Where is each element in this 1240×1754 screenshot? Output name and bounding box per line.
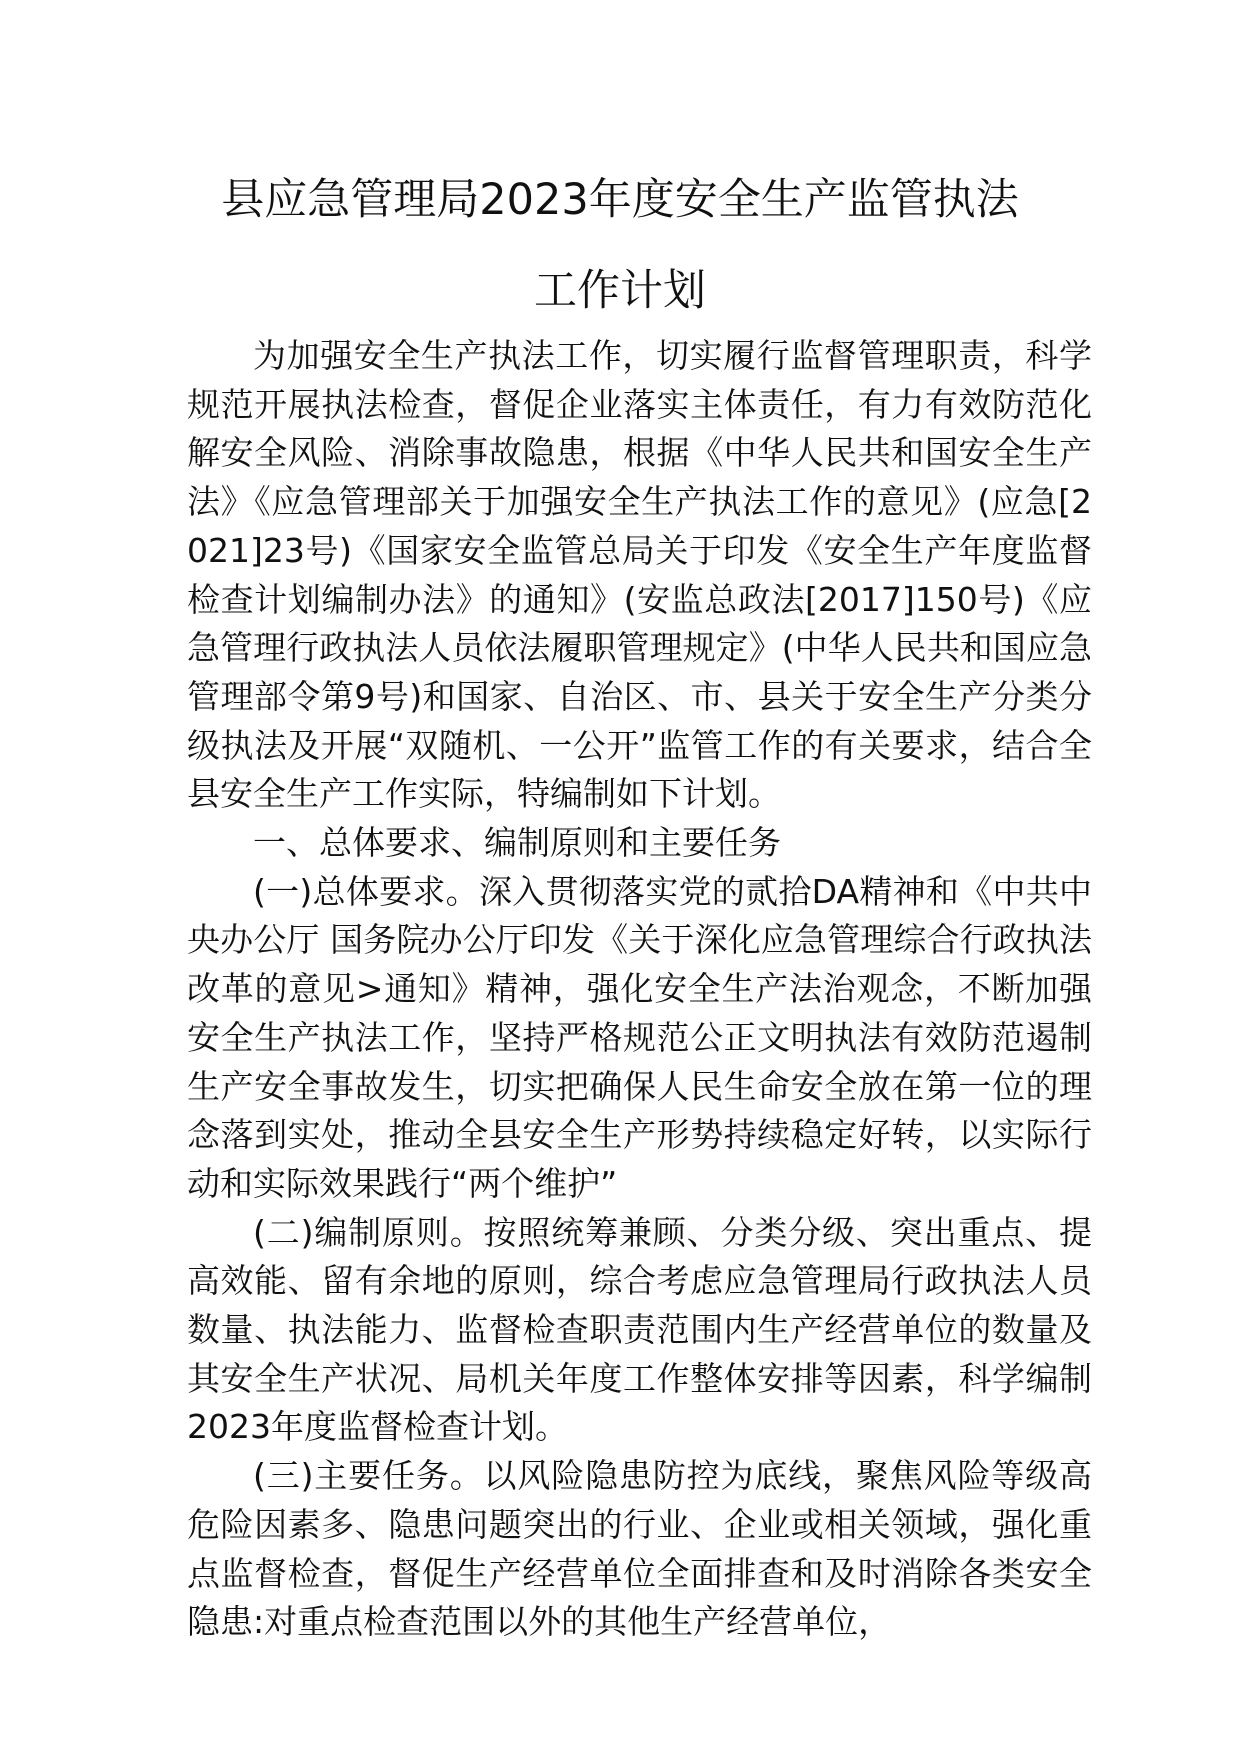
paragraph-general-requirements: (一)总体要求。深入贯彻落实党的贰拾DA精神和《中共中央办公厅 国务院办公厅印发《关于深化应急管理综合行政执法改革的意见>通知》精神，强化安全生产法治观念，不断加强安全生产执法工作，坚持严格规范公正文明执法有效防范遏制生产安全事故发生，切实把确保人民生命安全放在第一位的理念落到实处，推动全县安全生产形势持续稳定好转，以实际行动和实际效果践行“两个维护” <box>187 871 1092 1203</box>
section-heading-1: 一、总体要求、编制原则和主要任务 <box>253 823 781 863</box>
document-title-line-1: 县应急管理局2023年度安全生产监管执法 <box>221 175 1019 225</box>
document-body <box>187 332 1092 1647</box>
paragraph-compilation-principles: (二)编制原则。按照统筹兼顾、分类分级、突出重点、提高效能、留有余地的原则，综合考虑应急管理局行政执法人员数量、执法能力、监督检查职责范围内生产经营单位的数量及其安全生产状况、局机关年度工作整体安排等因素，科学编制2023年度监督检查计划。 <box>187 1212 1092 1447</box>
document-title-line-2: 工作计划 <box>534 266 706 316</box>
paragraph-main-tasks: (三)主要任务。以风险隐患防控为底线，聚焦风险等级高危险因素多、隐患问题突出的行业、企业或相关领域，强化重点监督检查，督促生产经营单位全面排查和及时消除各类安全隐患:对重点检查范围以外的其他生产经营单位， <box>187 1456 1092 1642</box>
intro-paragraph: 为加强安全生产执法工作，切实履行监督管理职责，科学规范开展执法检查，督促企业落实主体责任，有力有效防范化解安全风险、消除事故隐患，根据《中华人民共和国安全生产法》《应急管理部关于加强安全生产执法工作的意见》(应急[2021]23号)《国家安全监管总局关于印发《安全生产年度监督检查计划编制办法》的通知》(安监总政法[2017]150号)《应急管理行政执法人员依法履职管理规定》(中华人民共和国应急管理部令第9号)和国家、自治区、市、县关于安全生产分类分级执法及开展“双随机、一公开”监管工作的有关要求，结合全县安全生产工作实际，特编制如下计划。 <box>187 336 1092 814</box>
